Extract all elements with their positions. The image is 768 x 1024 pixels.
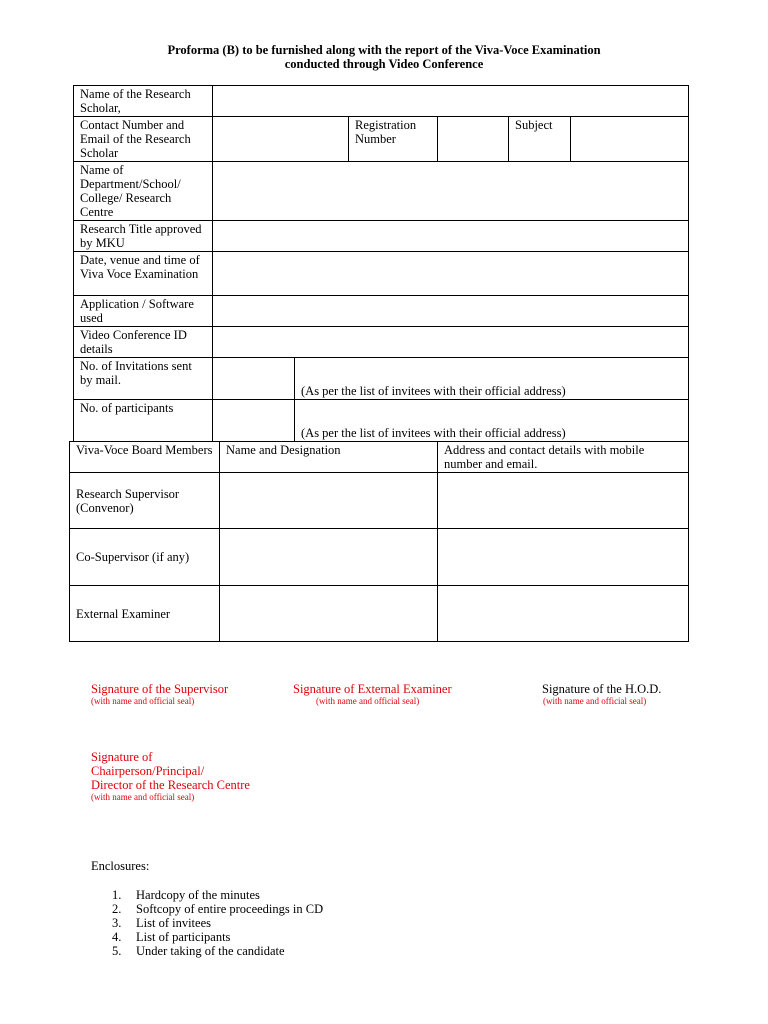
list-item: 5. Under taking of the candidate xyxy=(112,944,285,958)
video-id-field[interactable] xyxy=(213,327,689,358)
form-title-line-2: conducted through Video Conference xyxy=(284,57,484,71)
cosupervisor-address-field[interactable] xyxy=(438,529,689,586)
software-field[interactable] xyxy=(213,296,689,327)
participants-count-field[interactable] xyxy=(213,400,295,442)
chair-signature-note: (with name and official seal) xyxy=(91,792,195,802)
invitations-count-field[interactable] xyxy=(213,358,295,400)
contact-field[interactable] xyxy=(213,117,349,162)
board-row-cosupervisor-label: Co-Supervisor (if any) xyxy=(70,529,220,586)
chair-signature-line-3: Director of the Research Centre xyxy=(91,778,250,792)
software-label: Application / Software used xyxy=(74,296,213,327)
supervisor-address-field[interactable] xyxy=(438,473,689,529)
external-name-field[interactable] xyxy=(220,586,438,642)
invitations-label: No. of Invitations sent by mail. xyxy=(74,358,213,400)
scholar-details-table xyxy=(73,85,689,442)
subject-label: Subject xyxy=(509,117,571,162)
date-venue-label: Date, venue and time of Viva Voce Examination xyxy=(74,252,213,296)
supervisor-name-field[interactable] xyxy=(220,473,438,529)
board-header-address: Address and contact details with mobile number and email. xyxy=(438,442,689,473)
scholar-name-label: Name of the Research Scholar, xyxy=(74,86,213,117)
board-header-name: Name and Designation xyxy=(220,442,438,473)
registration-field[interactable] xyxy=(438,117,509,162)
external-address-field[interactable] xyxy=(438,586,689,642)
list-item: 1. Hardcopy of the minutes xyxy=(112,888,260,902)
list-item: 2. Softcopy of entire proceedings in CD xyxy=(112,902,324,916)
hod-signature-label: Signature of the H.O.D. xyxy=(542,682,662,696)
date-venue-field[interactable] xyxy=(213,252,689,296)
hod-signature-note: (with name and official seal) xyxy=(543,696,647,706)
supervisor-signature-note: (with name and official seal) xyxy=(91,696,195,706)
chair-signature-line-2: Chairperson/Principal/ xyxy=(91,764,205,778)
board-row-external-label: External Examiner xyxy=(70,586,220,642)
registration-label: Registration Number xyxy=(349,117,438,162)
department-label: Name of Department/School/ College/ Research Centre xyxy=(74,162,213,221)
board-header-members: Viva-Voce Board Members xyxy=(70,442,220,473)
supervisor-signature-label: Signature of the Supervisor xyxy=(91,682,229,696)
participants-label: No. of participants xyxy=(74,400,213,442)
external-signature-label: Signature of External Examiner xyxy=(293,682,452,696)
list-item: 3. List of invitees xyxy=(112,916,211,930)
external-signature-note: (with name and official seal) xyxy=(316,696,420,706)
cosupervisor-name-field[interactable] xyxy=(220,529,438,586)
scholar-name-field[interactable] xyxy=(213,86,689,117)
department-field[interactable] xyxy=(213,162,689,221)
enclosures-list xyxy=(112,888,323,958)
research-title-field[interactable] xyxy=(213,221,689,252)
viva-board-table xyxy=(69,441,689,642)
board-row-supervisor-label: Research Supervisor (Convenor) xyxy=(70,473,220,529)
video-id-label: Video Conference ID details xyxy=(74,327,213,358)
list-item: 4. List of participants xyxy=(112,930,231,944)
research-title-label: Research Title approved by MKU xyxy=(74,221,213,252)
subject-field[interactable] xyxy=(571,117,689,162)
form-title-line-1: Proforma (B) to be furnished along with the report of the Viva-Voce Examination xyxy=(167,43,601,57)
chair-signature-line-1: Signature of xyxy=(91,750,153,764)
enclosures-heading: Enclosures: xyxy=(91,859,150,873)
contact-label: Contact Number and Email of the Research Scholar xyxy=(74,117,213,162)
participants-note: (As per the list of invitees with their official address) xyxy=(295,400,689,442)
invitations-note: (As per the list of invitees with their official address) xyxy=(295,358,689,400)
